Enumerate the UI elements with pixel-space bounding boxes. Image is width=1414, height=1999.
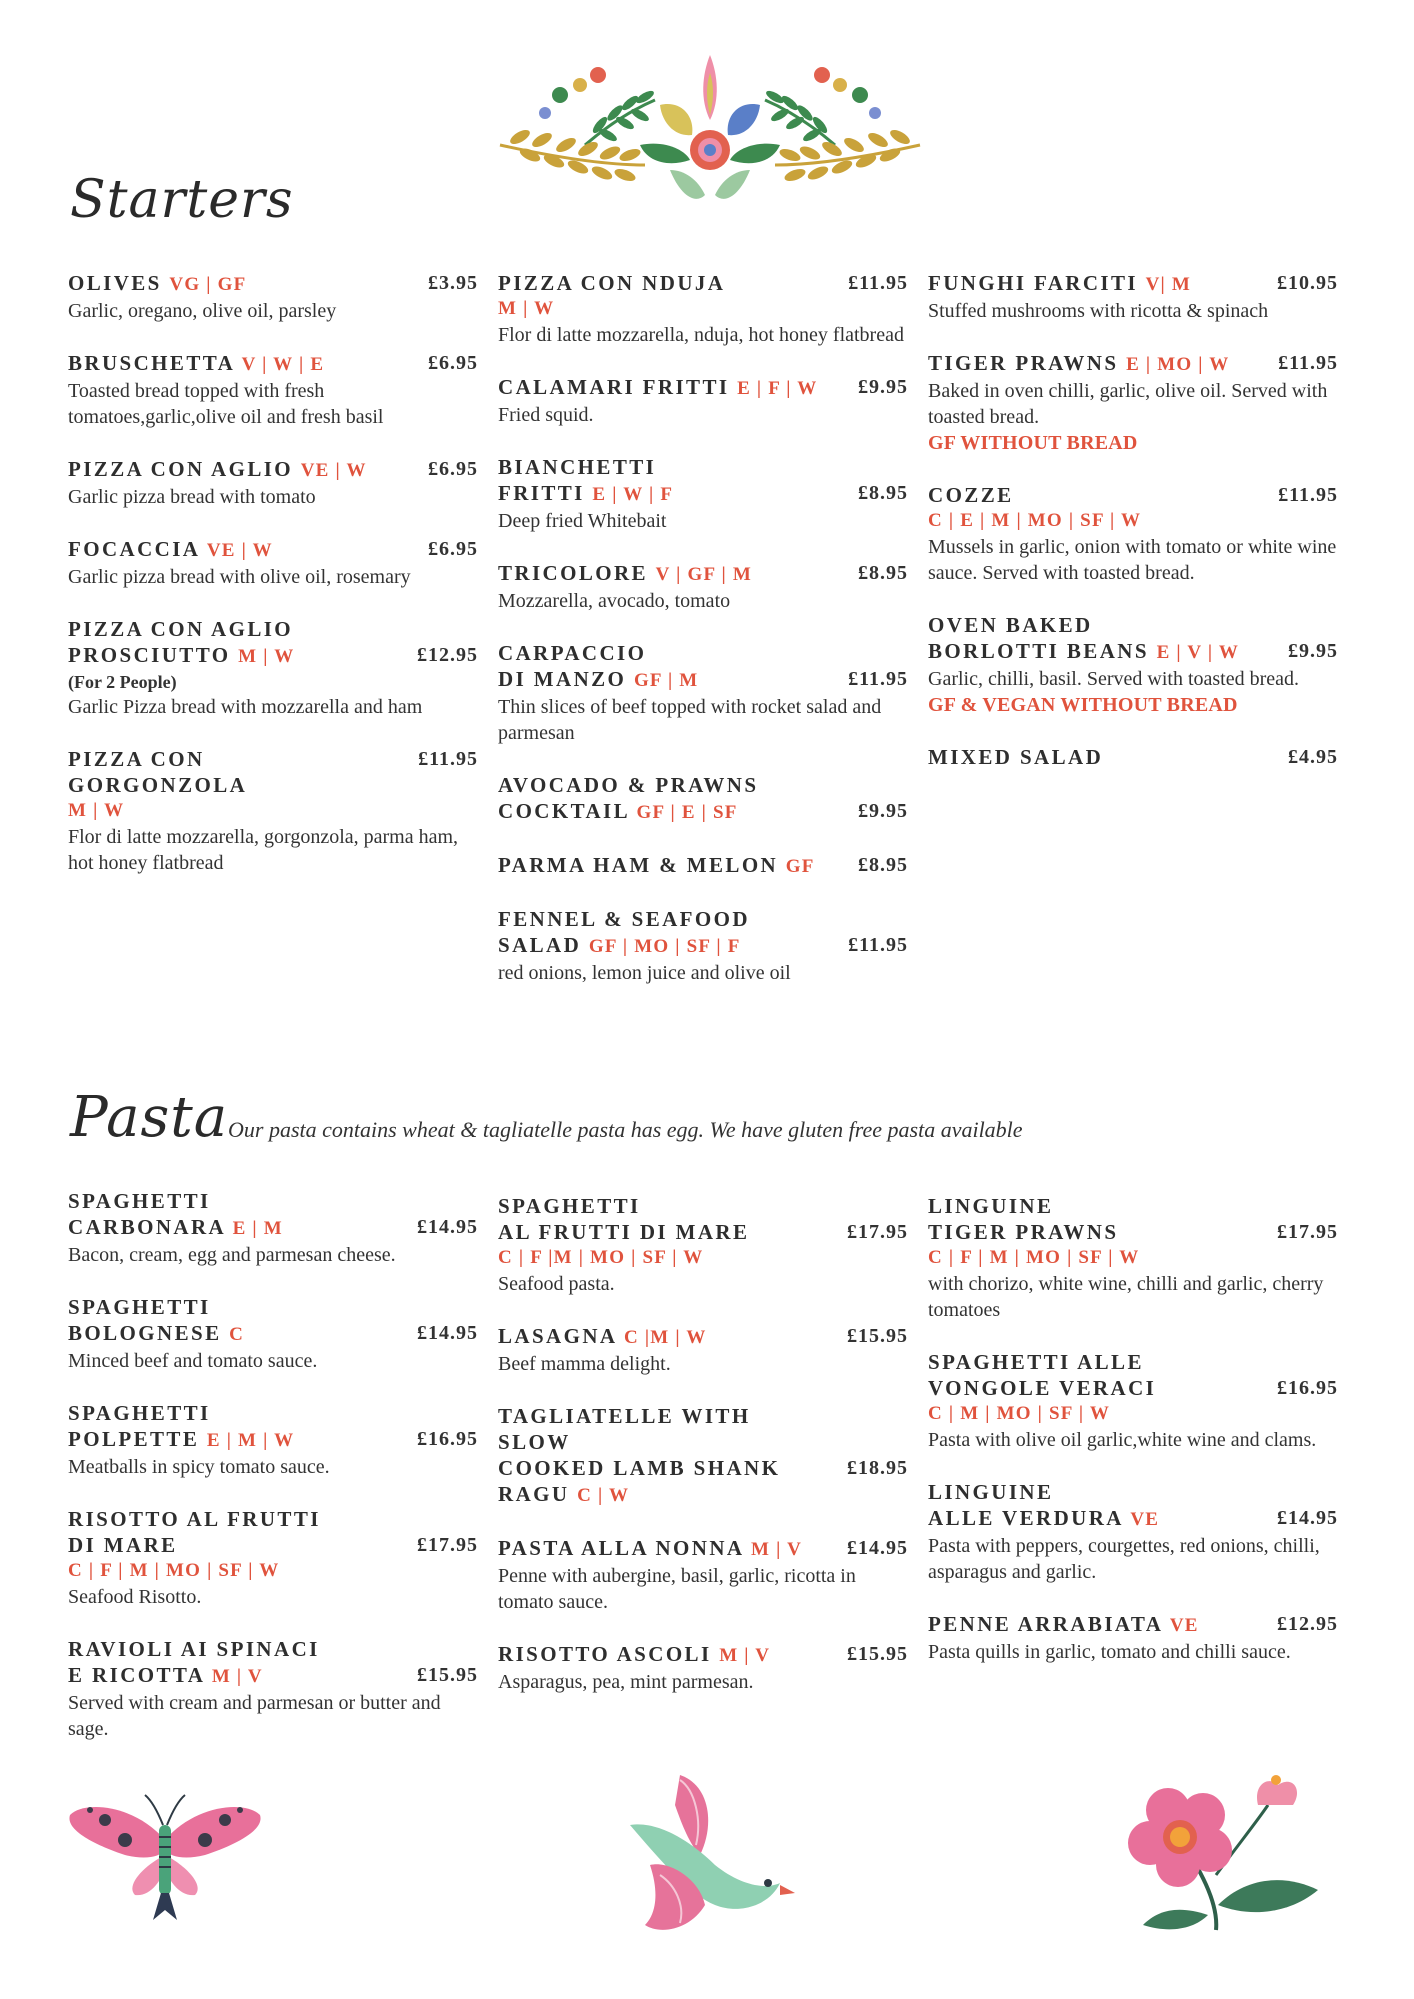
item-name-text: AL FRUTTI DI MARE: [498, 1220, 750, 1244]
allergen-tags: E | W | F: [592, 484, 674, 505]
menu-item: [928, 1479, 1338, 1585]
menu-item: [498, 906, 908, 986]
item-name-line: [498, 906, 818, 932]
item-description: Served with cream and parmesan or butter and sage.: [68, 1692, 441, 1740]
item-name-text: LINGUINE: [928, 1194, 1054, 1218]
item-description: Pasta with olive oil garlic,white wine and clams.: [928, 1429, 1317, 1451]
item-name-text: RAGU: [498, 1482, 570, 1506]
item-name-text: TRICOLORE: [498, 561, 648, 585]
allergen-tags: C |M | W: [623, 1327, 707, 1348]
allergen-tags: E | V | W: [1156, 642, 1240, 663]
item-description: Mussels in garlic, onion with tomato or white wine sauce. Served with toasted bread.: [928, 536, 1337, 584]
menu-item: [928, 1611, 1338, 1665]
item-price: £16.95: [417, 1428, 478, 1450]
menu-item: [68, 1506, 478, 1610]
item-name: [68, 270, 478, 298]
allergen-tags: M | V: [719, 1645, 771, 1666]
item-name-text: CARPACCIO: [498, 641, 647, 665]
item-name: [498, 772, 908, 826]
item-name-text: FOCACCIA: [68, 537, 200, 561]
item-name-text: RAVIOLI AI SPINACI: [68, 1637, 320, 1661]
menu-item: [68, 1636, 478, 1742]
item-price: £11.95: [848, 668, 908, 690]
item-name-line: [68, 1506, 388, 1532]
menu-item: [498, 1403, 908, 1509]
item-name-text: PASTA ALLA NONNA: [498, 1536, 744, 1560]
item-price: £12.95: [417, 644, 478, 666]
starters-title: Starters: [70, 170, 294, 230]
item-name-text: TIGER PRAWNS: [928, 351, 1119, 375]
item-name-text: SPAGHETTI: [498, 1194, 641, 1218]
item-name-text: TIGER PRAWNS: [928, 1220, 1119, 1244]
item-price: £17.95: [1277, 1221, 1338, 1243]
item-price: £18.95: [847, 1457, 908, 1479]
allergen-tags: C | F | M | MO | SF | W: [68, 1560, 280, 1581]
item-name-line: [68, 270, 388, 298]
item-description: Toasted bread topped with fresh tomatoes,garlic,olive oil and fresh basil: [68, 380, 384, 428]
menu-item: [928, 482, 1338, 586]
item-name-text: DI MANZO: [498, 667, 627, 691]
item-description: Garlic Pizza bread with mozzarella and ham: [68, 696, 423, 718]
item-name: [498, 374, 908, 402]
item-name: [498, 560, 908, 588]
item-description: Pasta quills in garlic, tomato and chilli sauce.: [928, 1641, 1291, 1663]
item-description: Thin slices of beef topped with rocket salad and parmesan: [498, 696, 882, 744]
item-name-text: SALAD: [498, 933, 582, 957]
menu-item: [928, 1349, 1338, 1453]
item-name-text: FUNGHI FARCITI: [928, 271, 1138, 295]
item-name: [68, 350, 478, 378]
item-name-line: [928, 638, 1248, 666]
starters-column-1: [68, 270, 478, 902]
item-name-text: BRUSCHETTA: [68, 351, 234, 375]
item-name-text: LASAGNA: [498, 1324, 617, 1348]
allergen-tags: M | V: [751, 1539, 802, 1560]
item-description: red onions, lemon juice and olive oil: [498, 962, 791, 984]
item-name-line: [68, 1636, 388, 1662]
item-price: £9.95: [858, 800, 908, 822]
menu-item: [498, 454, 908, 534]
item-description: Deep fried Whitebait: [498, 510, 667, 532]
item-name-text: BIANCHETTI: [498, 455, 657, 479]
item-name: [68, 456, 478, 484]
item-description: with chorizo, white wine, chilli and garlic, cherry tomatoes: [928, 1273, 1324, 1321]
item-name-line: [928, 1349, 1248, 1375]
item-price: £8.95: [858, 562, 908, 584]
item-name: [68, 536, 478, 564]
item-name-line: [498, 772, 818, 798]
item-name-line: [928, 270, 1248, 298]
item-name-line: [68, 1320, 388, 1348]
item-name-line: [498, 1193, 818, 1219]
item-name-text: PIZZA CON GORGONZOLA: [68, 747, 248, 797]
item-name-text: POLPETTE: [68, 1427, 200, 1451]
item-name-line: [498, 1535, 818, 1563]
menu-item: [928, 612, 1338, 718]
item-name-line: [498, 480, 818, 508]
item-description: Meatballs in spicy tomato sauce.: [68, 1456, 330, 1478]
item-name-line: [928, 350, 1248, 378]
item-name-line: [928, 612, 1248, 638]
item-price: £11.95: [418, 748, 478, 770]
item-name-text: OLIVES: [68, 271, 162, 295]
item-name-line: [68, 642, 388, 670]
item-name-text: FRITTI: [498, 481, 585, 505]
menu-item: [498, 1193, 908, 1297]
item-description: Flor di latte mozzarella, gorgonzola, parma ham, hot honey flatbread: [68, 826, 459, 874]
item-name-line: [928, 482, 1248, 508]
item-name-line: [68, 456, 388, 484]
item-description: Penne with aubergine, basil, garlic, ricotta in tomato sauce.: [498, 1565, 856, 1613]
item-description: Asparagus, pea, mint parmesan.: [498, 1671, 754, 1693]
butterfly-icon: [65, 1785, 265, 1925]
starters-column-2: [498, 270, 908, 1012]
allergen-tags: C | E | M | MO | SF | W: [928, 510, 1142, 531]
item-name-line: [498, 560, 818, 588]
pasta-column-3: [928, 1193, 1338, 1691]
item-name-text: BOLOGNESE: [68, 1321, 222, 1345]
item-name: [928, 612, 1338, 666]
item-price: £15.95: [417, 1664, 478, 1686]
menu-item: [68, 616, 478, 720]
allergen-tags: GF | E | SF: [636, 802, 738, 823]
item-price: £6.95: [428, 458, 478, 480]
item-name-line: [498, 798, 818, 826]
item-name: [928, 350, 1338, 378]
allergen-tags: M | V: [211, 1666, 263, 1687]
allergen-tags: C | F |M | MO | SF | W: [498, 1247, 704, 1268]
allergen-tags: V | GF | M: [655, 564, 752, 585]
item-name-line: [68, 1294, 388, 1320]
allergen-tags: V| M: [1145, 274, 1192, 295]
item-name: [498, 270, 908, 322]
item-name-line: [928, 1505, 1248, 1533]
item-note: (For 2 People): [68, 672, 177, 692]
item-name: [68, 746, 478, 824]
item-name-text: CALAMARI FRITTI: [498, 375, 730, 399]
item-price: £14.95: [417, 1322, 478, 1344]
allergen-tags: VE: [1130, 1509, 1160, 1530]
item-price: £16.95: [1277, 1377, 1338, 1399]
menu-item: [498, 1641, 908, 1695]
pasta-title: Pasta: [70, 1085, 229, 1150]
item-price: £10.95: [1277, 272, 1338, 294]
bird-icon: [620, 1765, 800, 1940]
menu-item: [68, 270, 478, 324]
item-price: £11.95: [1278, 352, 1338, 374]
item-description: Fried squid.: [498, 404, 594, 426]
item-description: Bacon, cream, egg and parmesan cheese.: [68, 1244, 396, 1266]
item-name: [498, 640, 908, 694]
allergen-tags: GF: [785, 856, 815, 877]
item-price: £14.95: [1277, 1507, 1338, 1529]
item-name-text: PIZZA CON AGLIO: [68, 457, 294, 481]
item-name-text: LINGUINE: [928, 1480, 1054, 1504]
allergen-tags: E | M | W: [206, 1430, 295, 1451]
pasta-subtitle: Our pasta contains wheat & tagliatelle pasta has egg. We have gluten free pasta available: [228, 1117, 1023, 1142]
item-price: £14.95: [417, 1216, 478, 1238]
item-name-line: [68, 1400, 388, 1426]
item-description: Pasta with peppers, courgettes, red onions, chilli, asparagus and garlic.: [928, 1535, 1320, 1583]
menu-item: [928, 350, 1338, 456]
item-name-line: [498, 1455, 818, 1481]
item-price: £17.95: [847, 1221, 908, 1243]
item-name-text: OVEN BAKED: [928, 613, 1093, 637]
item-description: Seafood pasta.: [498, 1273, 615, 1295]
allergen-tags: C | F | M | MO | SF | W: [928, 1247, 1140, 1268]
item-price: £14.95: [847, 1537, 908, 1559]
item-price: £6.95: [428, 538, 478, 560]
item-name-text: ALLE VERDURA: [928, 1506, 1123, 1530]
item-name-text: MIXED SALAD: [928, 745, 1104, 769]
item-description: Flor di latte mozzarella, nduja, hot honey flatbread: [498, 324, 904, 346]
item-name: [498, 454, 908, 508]
item-price: £9.95: [1288, 640, 1338, 662]
item-name-line: [68, 616, 388, 642]
item-price: £15.95: [847, 1325, 908, 1347]
item-name-text: PROSCIUTTO: [68, 643, 231, 667]
item-name-line: [68, 1188, 388, 1214]
item-description: Garlic, oregano, olive oil, parsley: [68, 300, 337, 322]
allergen-tags: VE | W: [206, 540, 273, 561]
item-name-text: CARBONARA: [68, 1215, 225, 1239]
item-name-line: [498, 1403, 818, 1455]
menu-item: [498, 1323, 908, 1377]
item-description: Garlic pizza bread with olive oil, rosemary: [68, 566, 411, 588]
menu-item: [928, 744, 1338, 770]
item-name-line: [498, 666, 818, 694]
item-name-line: [928, 1479, 1248, 1505]
allergen-tags: VG | GF: [169, 274, 247, 295]
item-name: [498, 906, 908, 960]
menu-item: [498, 1535, 908, 1615]
item-name: [928, 482, 1338, 534]
item-name-line: [498, 1219, 818, 1245]
item-price: £11.95: [848, 934, 908, 956]
item-name-text: RISOTTO AL FRUTTI: [68, 1507, 321, 1531]
pasta-column-1: [68, 1188, 478, 1768]
item-name-text: TAGLIATELLE WITH SLOW: [498, 1404, 751, 1454]
menu-item: [68, 456, 478, 510]
allergen-tags: C: [229, 1324, 245, 1345]
starters-column-3: [928, 270, 1338, 796]
dietary-note: GF WITHOUT BREAD: [928, 432, 1138, 454]
menu-item: [68, 1294, 478, 1374]
item-name-line: [498, 932, 818, 960]
item-name-text: COCKTAIL: [498, 799, 629, 823]
item-price: £8.95: [858, 482, 908, 504]
item-name-line: [68, 1426, 388, 1454]
item-description: Seafood Risotto.: [68, 1586, 202, 1608]
item-price: £9.95: [858, 376, 908, 398]
item-price: £4.95: [1288, 746, 1338, 768]
item-name-line: [68, 1662, 388, 1690]
menu-item: [68, 1400, 478, 1480]
item-name-line: [68, 746, 388, 798]
item-name-text: FENNEL & SEAFOOD: [498, 907, 750, 931]
item-description: Minced beef and tomato sauce.: [68, 1350, 318, 1372]
item-price: £11.95: [848, 272, 908, 294]
item-name-text: COZZE: [928, 483, 1014, 507]
item-name-line: [928, 1611, 1248, 1639]
allergen-tags: M | W: [68, 800, 125, 821]
item-name-line: [68, 1214, 388, 1242]
item-name-line: [498, 1323, 818, 1351]
item-price: £17.95: [417, 1534, 478, 1556]
item-name-text: E RICOTTA: [68, 1663, 205, 1687]
menu-item: [498, 560, 908, 614]
allergen-tags: V | W | E: [241, 354, 325, 375]
item-description: Mozzarella, avocado, tomato: [498, 590, 731, 612]
menu-item: [68, 1188, 478, 1268]
pasta-column-2: [498, 1193, 908, 1721]
item-name-line: [498, 1481, 818, 1509]
menu-item: [498, 772, 908, 826]
item-name-line: [498, 852, 818, 880]
item-name-line: [68, 1532, 388, 1558]
item-name-line: [928, 1193, 1248, 1219]
item-name-text: SPAGHETTI: [68, 1401, 211, 1425]
item-name-text: PARMA HAM & MELON: [498, 853, 779, 877]
item-name-line: [498, 374, 818, 402]
item-description: Garlic pizza bread with tomato: [68, 486, 316, 508]
item-price: £12.95: [1277, 1613, 1338, 1635]
menu-item: [498, 640, 908, 746]
menu-item: [498, 374, 908, 428]
item-price: £8.95: [858, 854, 908, 876]
item-name-line: [928, 744, 1248, 770]
menu-item: [928, 270, 1338, 324]
allergen-tags: E | F | W: [737, 378, 818, 399]
item-description: Garlic, chilli, basil. Served with toasted bread.: [928, 668, 1300, 690]
item-name: [498, 852, 908, 880]
item-name-line: [928, 1219, 1248, 1245]
menu-item: [498, 270, 908, 348]
item-price: £15.95: [847, 1643, 908, 1665]
item-name-line: [498, 454, 818, 480]
menu-item: [68, 536, 478, 590]
item-name-line: [498, 640, 818, 666]
allergen-tags: E | M: [232, 1218, 283, 1239]
menu-item: [498, 852, 908, 880]
item-name-line: [928, 1375, 1248, 1401]
item-name-line: [68, 536, 388, 564]
item-price: £11.95: [1278, 484, 1338, 506]
allergen-tags: VE: [1169, 1615, 1199, 1636]
allergen-tags: GF | M: [633, 670, 699, 691]
item-name-text: SPAGHETTI ALLE: [928, 1350, 1144, 1374]
item-name-text: PIZZA CON NDUJA: [498, 271, 726, 295]
item-name-text: BORLOTTI BEANS: [928, 639, 1149, 663]
item-description: Beef mamma delight.: [498, 1353, 671, 1375]
allergen-tags: E | MO | W: [1126, 354, 1230, 375]
allergen-tags: C | M | MO | SF | W: [928, 1403, 1111, 1424]
item-name-line: [68, 350, 388, 378]
item-name-line: [498, 1641, 818, 1669]
item-price: £6.95: [428, 352, 478, 374]
item-name-text: DI MARE: [68, 1533, 178, 1557]
item-description: Stuffed mushrooms with ricotta & spinach: [928, 300, 1269, 322]
allergen-tags: GF | MO | SF | F: [588, 936, 741, 957]
item-name-line: [498, 270, 818, 296]
item-description: Baked in oven chilli, garlic, olive oil. Served with toasted bread.: [928, 380, 1328, 428]
item-name: [928, 744, 1338, 770]
flower-icon: [1098, 1765, 1328, 1935]
menu-item: [928, 1193, 1338, 1323]
dietary-note: GF & VEGAN WITHOUT BREAD: [928, 694, 1238, 716]
item-name-text: SPAGHETTI: [68, 1295, 211, 1319]
item-name-text: PENNE ARRABIATA: [928, 1612, 1163, 1636]
item-price: £3.95: [428, 272, 478, 294]
allergen-tags: VE | W: [300, 460, 367, 481]
folk-floral-ornament: [480, 45, 940, 210]
item-name-text: SPAGHETTI: [68, 1189, 211, 1213]
item-name-text: VONGOLE VERACI: [928, 1376, 1157, 1400]
item-name-text: RISOTTO ASCOLI: [498, 1642, 712, 1666]
item-name-text: PIZZA CON AGLIO: [68, 617, 294, 641]
allergen-tags: M | W: [238, 646, 295, 667]
item-name-text: AVOCADO & PRAWNS: [498, 773, 759, 797]
allergen-tags: M | W: [498, 298, 555, 319]
allergen-tags: C | W: [577, 1485, 630, 1506]
menu-item: [68, 746, 478, 876]
menu-item: [68, 350, 478, 430]
item-name-text: COOKED LAMB SHANK: [498, 1456, 781, 1480]
